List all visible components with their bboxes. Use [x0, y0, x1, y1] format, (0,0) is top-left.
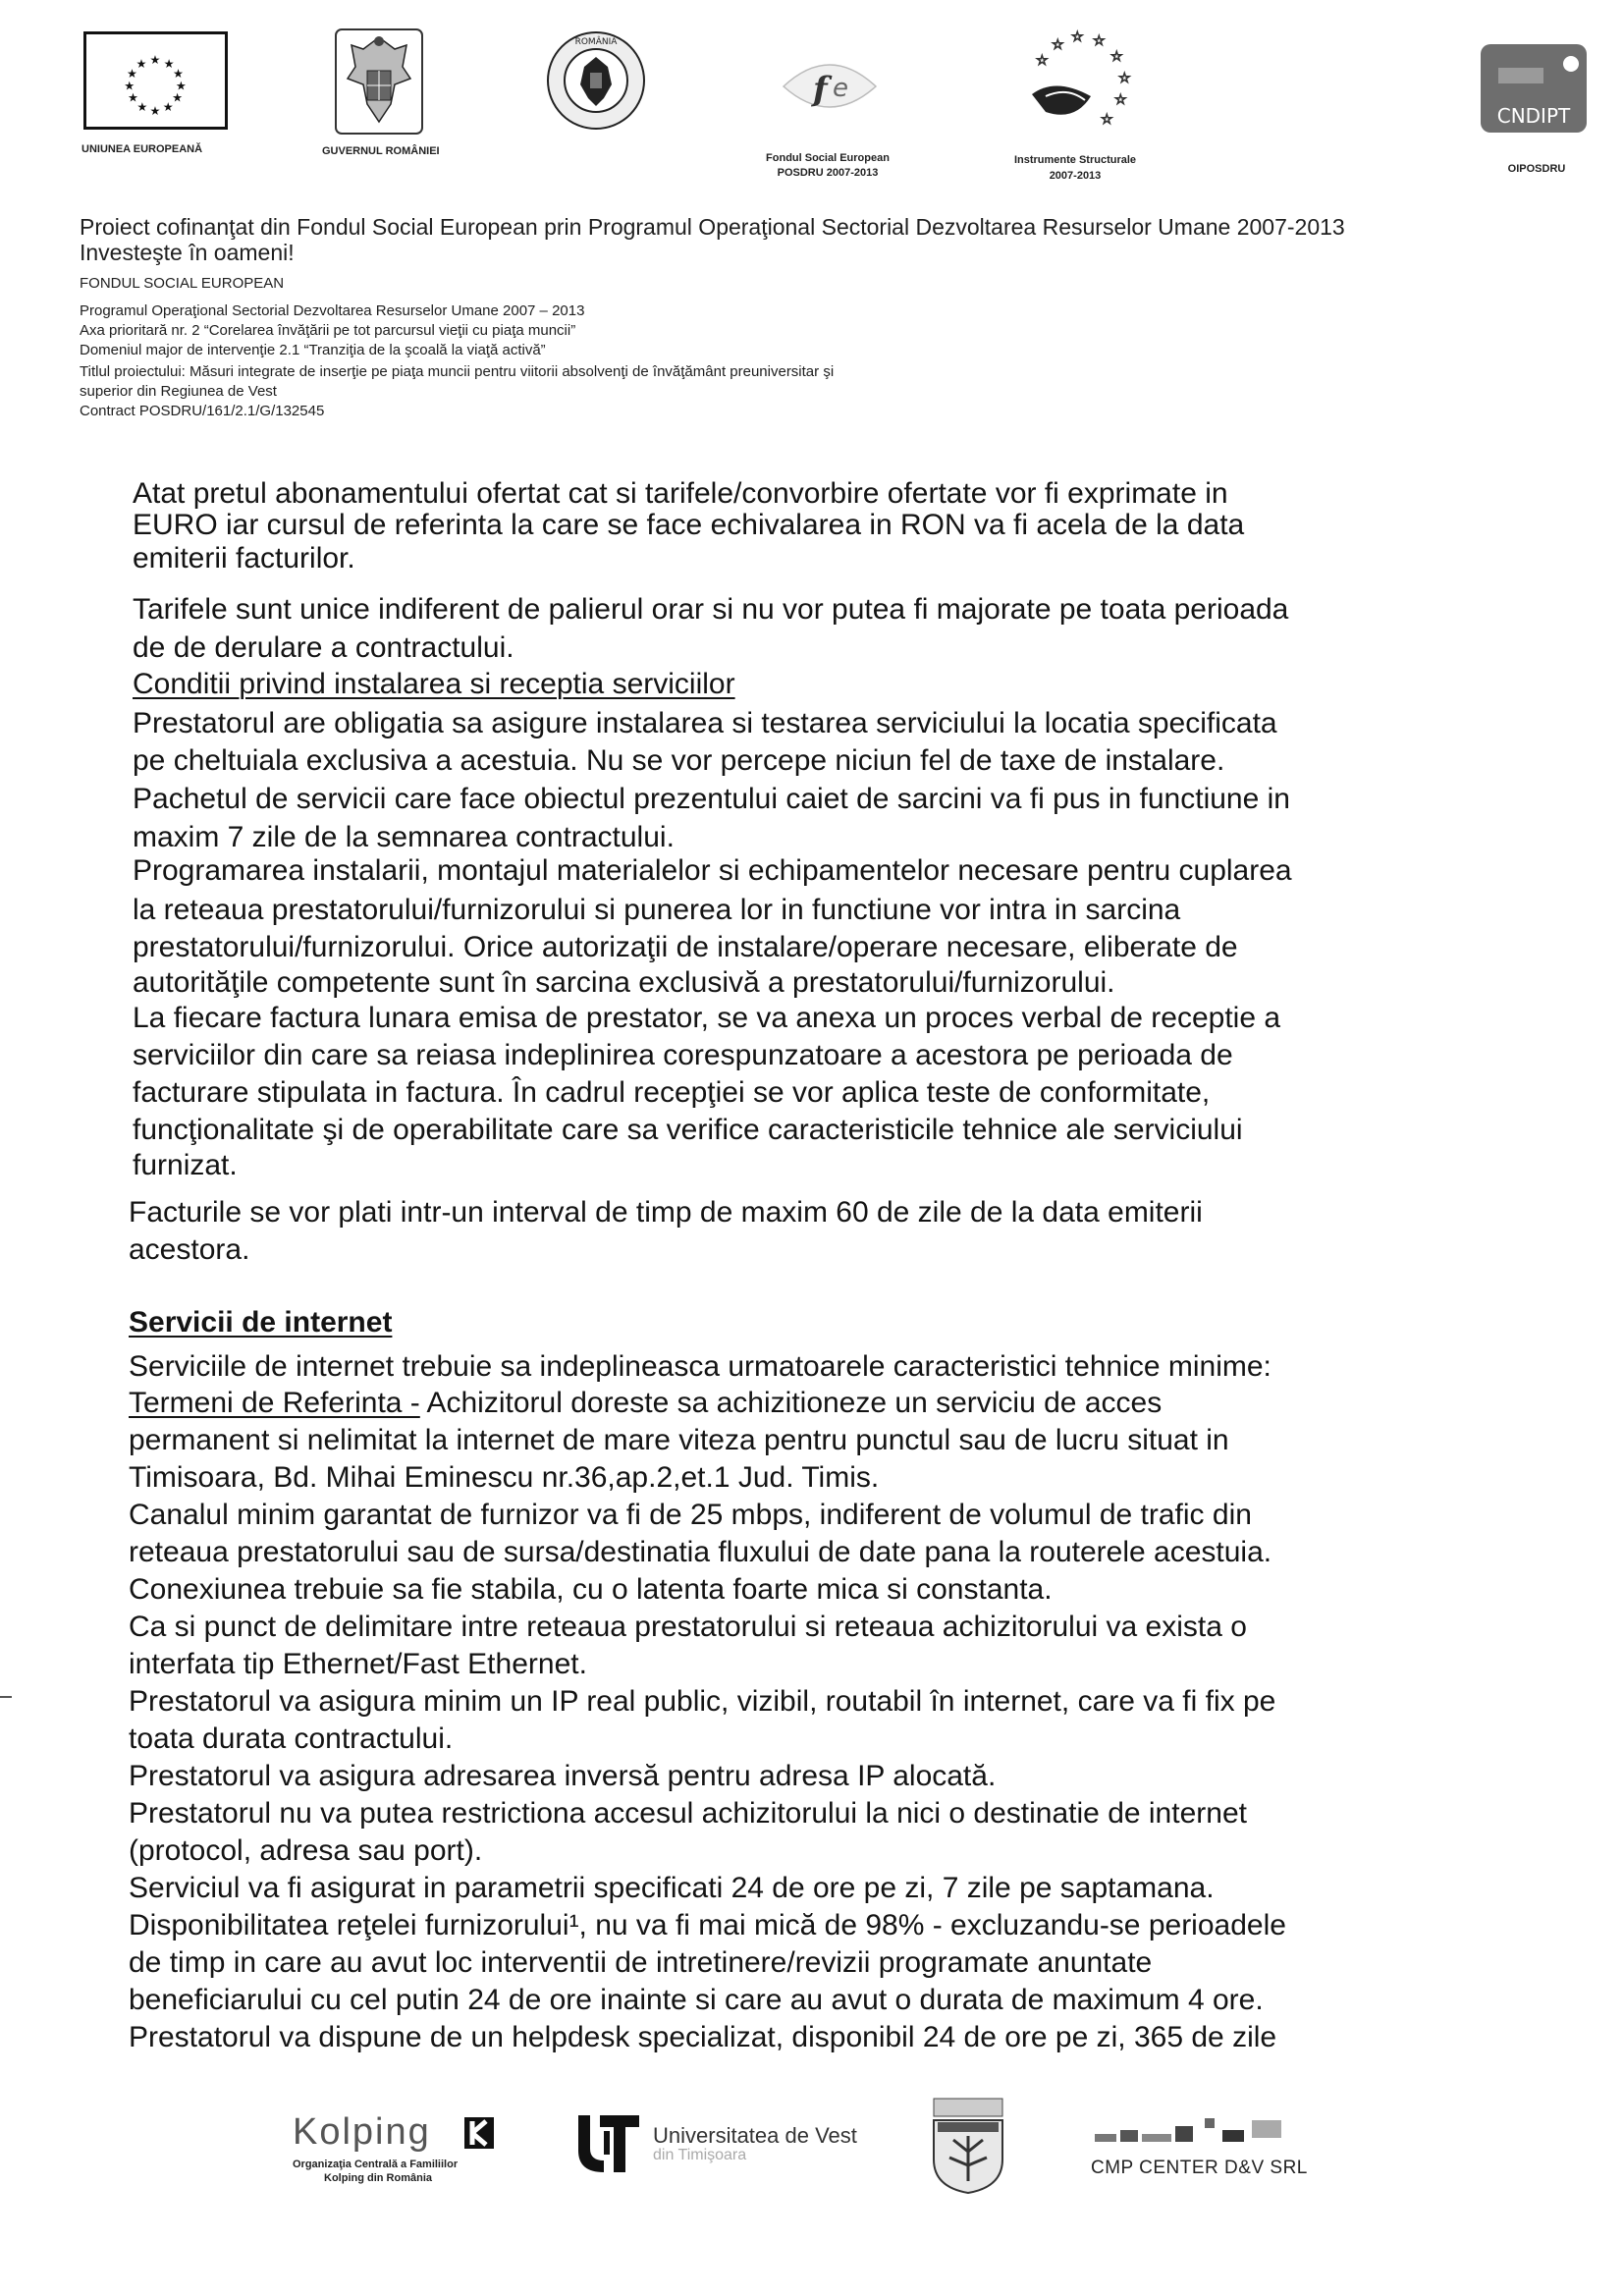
body-line: Disponibilitatea reţelei furnizorului¹, nu va fi mai mică de 98% - excluzandu-se perioadele: [129, 1909, 1286, 1941]
body-line: Prestatorul va asigura minim un IP real public, vizibil, routabil în internet, care va fi fix pe: [129, 1685, 1276, 1718]
section-heading-internet: Servicii de internet: [129, 1306, 393, 1339]
body-line: permanent si nelimitat la internet de mare viteza pentru punctul sau de lucru situat in: [129, 1424, 1229, 1456]
body-line: pe cheltuiala exclusiva a acestuia. Nu se vor percepe niciun fel de taxe de instalare.: [133, 744, 1225, 777]
terms-text: Achizitorul doreste sa achizitioneze un serviciu de acces: [419, 1387, 1163, 1419]
body-line: beneficiarului cu cel putin 24 de ore inainte si care au avut o durata de maximum 4 ore.: [129, 1984, 1264, 2016]
fse-logo: [776, 41, 884, 130]
body-line: funcţionalitate şi de operabilitate care sa verifice caracteristicile tehnice ale serviciului: [133, 1114, 1243, 1146]
body-line: Prestatorul va asigura adresarea inversă pentru adresa IP alocată.: [129, 1760, 997, 1792]
body-line: Programarea instalarii, montajul materialelor si echipamentelor necesare pentru cuplarea: [133, 854, 1292, 887]
uvt-name: Universitatea de Vest: [653, 2123, 857, 2148]
body-line: maxim 7 zile de la semnarea contractului.: [133, 821, 675, 853]
romanian-coat-of-arms-logo: [334, 27, 424, 136]
timis-crest-logo: [928, 2097, 1008, 2195]
svg-text:☆: ☆: [1036, 53, 1049, 69]
body-line: emiterii facturilor.: [133, 542, 355, 574]
svg-text:★: ★: [127, 67, 138, 82]
kolping-logo: [285, 2111, 511, 2195]
svg-text:☆: ☆: [1114, 92, 1127, 108]
oiposdru-label: OIPOSDRU: [1507, 163, 1566, 175]
body-line: Canalul minim garantat de furnizor va fi de 25 mbps, indiferent de volumul de trafic din: [129, 1499, 1252, 1531]
svg-text:e: e: [833, 74, 848, 103]
uvt-city: din Timişoara: [653, 2147, 747, 2163]
body-line-terms: [129, 1387, 1162, 1420]
body-line: Timisoara, Bd. Mihai Eminescu nr.36,ap.2,et.1 Jud. Timis.: [129, 1461, 880, 1494]
project-info-line4: Programul Operaţional Sectorial Dezvoltarea Resurselor Umane 2007 – 2013: [80, 302, 585, 319]
kolping-name: Kolping: [293, 2111, 431, 2153]
svg-text:★: ★: [175, 79, 187, 93]
terms-label: Termeni de Referinta -: [129, 1387, 420, 1419]
cmp-center-logo: [1085, 2116, 1321, 2190]
project-info-line2: Investeşte în oameni!: [80, 240, 295, 265]
body-line: de timp in care au avut loc interventii de intretinere/revizii programate anuntate: [129, 1946, 1153, 1979]
svg-text:☆: ☆: [1093, 33, 1106, 49]
body-line: prestatorului/furnizorului. Orice autorizaţii de instalare/operare necesare, eliberate de: [133, 931, 1238, 963]
eu-label: UNIUNEA EUROPEANĂ: [81, 143, 203, 155]
fse-label-1: Fondul Social European: [766, 152, 890, 164]
uvt-logo: [574, 2111, 879, 2180]
svg-text:☆: ☆: [1110, 49, 1123, 65]
svg-text:★: ★: [135, 56, 147, 71]
eu-flag-logo: [83, 31, 228, 130]
body-line: Serviciul va fi asigurat in parametrii specificati 24 de ore pe zi, 7 zile pe saptamana.: [129, 1872, 1215, 1904]
body-line: Prestatorul nu va putea restrictiona accesul achizitorului la nici o destinatie de internet: [129, 1797, 1247, 1830]
uvt-emblem-icon: [574, 2111, 643, 2176]
body-line: interfata tip Ethernet/Fast Ethernet.: [129, 1648, 587, 1680]
body-line: la reteaua prestatorului/furnizorului si punerea lor in functiune vor intra in sarcina: [133, 894, 1181, 926]
svg-text:★: ★: [162, 100, 174, 115]
svg-text:★: ★: [127, 90, 138, 105]
romania-seal-logo: [545, 29, 648, 133]
body-line: acestora.: [129, 1233, 250, 1266]
project-info-line9: Contract POSDRU/161/2.1/G/132545: [80, 403, 325, 419]
project-info-line7: Titlul proiectului: Măsuri integrate de inserţie pe piaţa muncii pentru viitorii absolvenţi de învăţământ preuniversitar şi: [80, 363, 835, 380]
is-label-2: 2007-2013: [1049, 170, 1102, 182]
body-line: Pachetul de servicii care face obiectul prezentului caiet de sarcini va fi pus in functiune in: [133, 783, 1290, 815]
body-line: (protocol, adresa sau port).: [129, 1834, 483, 1867]
section-heading-installation: Conditii privind instalarea si receptia serviciilor: [133, 668, 735, 700]
body-line: Facturile se vor plati intr-un interval de timp de maxim 60 de zile de la data emiterii: [129, 1196, 1203, 1229]
svg-text:★: ★: [163, 56, 175, 71]
body-line: La fiecare factura lunara emisa de prestator, se va anexa un proces verbal de receptie a: [133, 1002, 1281, 1034]
svg-text:★: ★: [136, 100, 148, 115]
svg-text:★: ★: [149, 103, 161, 118]
svg-text:☆: ☆: [1052, 37, 1064, 53]
body-line: Prestatorul are obligatia sa asigure instalarea si testarea serviciului la locatia specificata: [133, 707, 1277, 739]
project-info-line1: Proiect cofinanţat din Fondul Social European prin Programul Operaţional Sectorial Dezvoltarea Resurselor Umane 2007-2013: [80, 214, 1345, 240]
svg-text:☆: ☆: [1118, 71, 1131, 86]
body-line: furnizat.: [133, 1149, 238, 1181]
cndipt-logo: [1481, 44, 1587, 133]
svg-text:☆: ☆: [1101, 112, 1113, 128]
svg-text:★: ★: [124, 79, 135, 93]
svg-text:☆: ☆: [1071, 29, 1084, 45]
cmp-bars-icon: [1095, 2116, 1291, 2146]
body-line: serviciilor din care sa reiasa indeplinirea corespunzatoare a acestora pe perioada de: [133, 1039, 1233, 1071]
body-line: de de derulare a contractului.: [133, 631, 514, 664]
project-info-line3: FONDUL SOCIAL EUROPEAN: [80, 275, 285, 292]
kolping-sub2: Kolping din România: [324, 2172, 432, 2184]
project-info-line5: Axa prioritară nr. 2 “Corelarea învăţării pe tot parcursul vieţii cu piaţa muncii”: [80, 322, 576, 339]
body-line: EURO iar cursul de referinta la care se face echivalarea in RON va fi acela de la data: [133, 509, 1245, 541]
body-line: reteaua prestatorului sau de sursa/destinatia fluxului de date pana la routerele acestuia.: [129, 1536, 1272, 1568]
is-label-1: Instrumente Structurale: [1013, 154, 1137, 166]
project-info-line8: superior din Regiunea de Vest: [80, 383, 277, 400]
kolping-sub1: Organizaţia Centrală a Familiilor: [293, 2159, 459, 2170]
fse-label-2: POSDRU 2007-2013: [777, 167, 879, 179]
svg-text:ROMÂNIA: ROMÂNIA: [574, 37, 618, 47]
body-line: Ca si punct de delimitare intre reteaua prestatorului si reteaua achizitorului va exista o: [129, 1611, 1247, 1643]
instrumente-structurale-logo: [1016, 27, 1139, 140]
margin-mark: [0, 1696, 12, 1698]
svg-text:★: ★: [173, 67, 185, 82]
kolping-k-icon: [464, 2117, 494, 2149]
body-line: Tarifele sunt unice indiferent de palierul orar si nu vor putea fi majorate pe toata perioada: [133, 593, 1289, 626]
body-line: Conexiunea trebuie sa fie stabila, cu o latenta foarte mica si constanta.: [129, 1573, 1053, 1606]
eu-stars-icon: [86, 34, 225, 127]
cmp-name: CMP CENTER D&V SRL: [1091, 2158, 1308, 2178]
svg-text:★: ★: [149, 53, 161, 68]
svg-text:★: ★: [172, 90, 184, 105]
gov-label: GUVERNUL ROMÂNIEI: [322, 145, 440, 157]
svg-text:CNDIPT: CNDIPT: [1496, 104, 1571, 128]
body-line: Serviciile de internet trebuie sa indeplineasca urmatoarele caracteristici tehnice minime:: [129, 1350, 1271, 1383]
body-line: facturare stipulata in factura. În cadrul recepţiei se vor aplica teste de conformitate,: [133, 1076, 1211, 1109]
project-info-line6: Domeniul major de intervenţie 2.1 “Tranziţia de la şcoală la viaţă activă”: [80, 342, 546, 358]
svg-text:f: f: [813, 70, 828, 109]
body-line: toata durata contractului.: [129, 1722, 454, 1755]
body-line: autorităţile competente sunt în sarcina exclusivă a prestatorului/furnizorului.: [133, 966, 1115, 999]
body-line: Atat pretul abonamentului ofertat cat si tarifele/convorbire ofertate vor fi exprimate in: [133, 477, 1228, 510]
body-line: Prestatorul va dispune de un helpdesk specializat, disponibil 24 de ore pe zi, 365 de zile: [129, 2021, 1277, 2053]
